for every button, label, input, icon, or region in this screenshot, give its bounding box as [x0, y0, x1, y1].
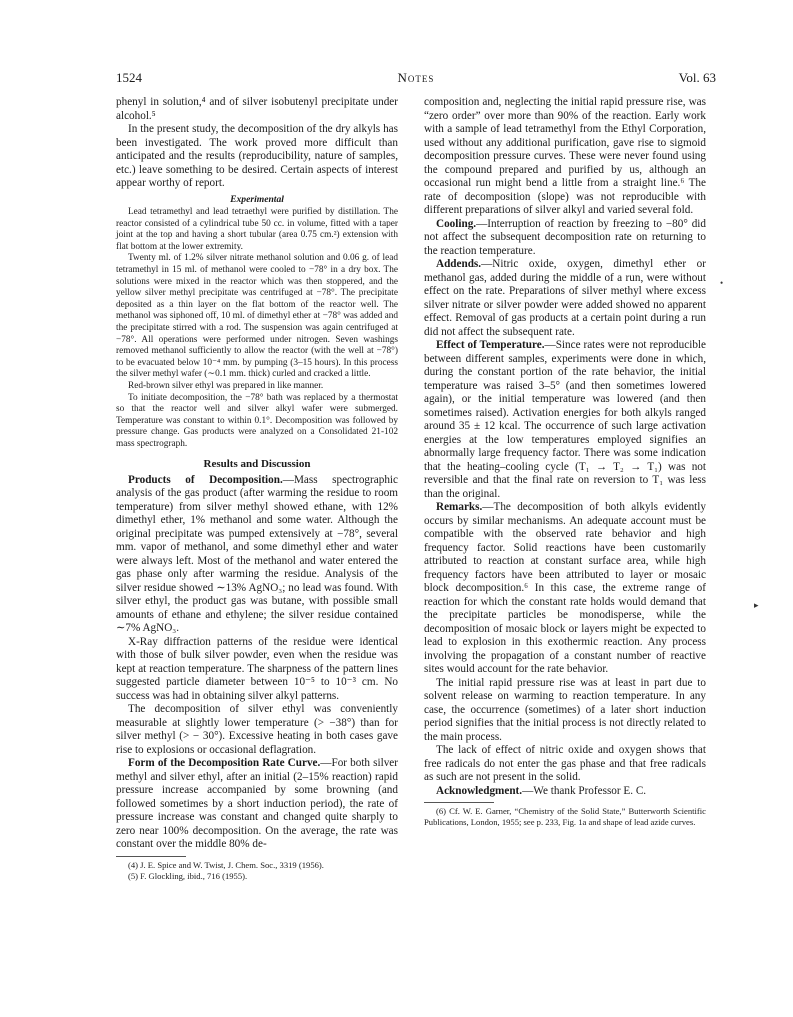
paragraph-form: Form of the Decomposition Rate Curve.—For both silver methyl and silver ethyl, after an initial (2–15% reaction) rapid pressure increase accompanied by some browning (and followed sometimes by a short induction period), the rate of pressure increase was constant and changed quite sharply to zero near 100% decomposition. On the average, the rate was constant over the middle 80% de- — [116, 757, 398, 851]
run-in-heading: Remarks. — [436, 501, 483, 513]
paragraph: In the present study, the decomposition of the dry alkyls has been investigated. The work proved more difficult than anticipated and the results (reproducibility, nature of samples, etc.) leave something to be desired. Certain aspects of interest appear worthy of report. — [116, 123, 398, 189]
footnote-rule — [424, 802, 494, 803]
right-column — [424, 96, 706, 827]
page-header — [116, 70, 716, 88]
results-heading: Results and Discussion — [203, 458, 311, 471]
footnote: (6) Cf. W. E. Garner, “Chemistry of the Solid State,” Butterworth Scientific Publications, London, 1955; see p. 233, Fig. 1a and shape of lead azide curves. — [424, 806, 706, 827]
running-title: Notes — [397, 70, 435, 85]
footnote: (5) F. Glockling, ibid., 716 (1955). — [128, 870, 248, 881]
paragraph-remarks: Remarks.—The decomposition of both alkyls evidently occurs by similar mechanisms. An adequate account must be compatible with the observed rate behavior and high frequency factor. Solid reactions have been customarily attributed to reaction at constant surface area, while high frequency factors have been attributed to layer or mosaic block decomposition.⁶ In this case, the extreme range of reaction for which the constant rate holds would demand that the precipitate particles be monodisperse, while the decomposition of mosaic block or layers might be expected to lead to explosion in this exothermic reaction. Any process involving the propagation of a constant number of reactive sites would account for the rate behavior. — [424, 501, 706, 675]
footnote: (4) J. E. Spice and W. Twist, J. Chem. Soc., 3319 (1956). — [128, 859, 324, 870]
paragraph-temperature: Effect of Temperature.—Since rates were not reproducible between different samples, experiments were done in which, during the constant portion of the rate behavior, the initial temperature was raised 3–5° (and then sometimes lowered again), or the initial temperature was lowered (and then sometimes raised). Activation energies for both alkyls ranged around 35 ± 12 kcal. The occurrence of such large activation energies at the low temperatures employed signifies an abnormally large frequency factor. There was some indication that the heating–cooling cycle (T₁ → T₂ → T₁) was not reversible and that the final rate on reversion to T₁ was less than the original. — [424, 339, 706, 500]
paragraph: composition and, neglecting the initial rapid pressure rise, was “zero order” over more than 90% of the reaction. Early work with a sample of lead tetramethyl from the Ethyl Corporation, used without any additional purification, gave rise to sigmoid decomposition pressure curves. These were never found using the compound prepared and purified by us, although an occasional run might bend a little from a straight line.⁶ The rate of decomposition (slope) was not reproducible with different preparations of silver alkyl and varied several fold. — [424, 96, 706, 216]
run-in-heading: Products of Decomposition. — [128, 473, 283, 486]
page-number: 1524 — [116, 70, 142, 85]
paragraph: The decomposition of silver ethyl was conveniently measurable at slightly lower temperature (> −38°) than for silver methyl (> − 30°). Excessive heating in both cases gave rise to explosions or occasional deflagration. — [116, 703, 398, 756]
run-in-heading: Cooling. — [436, 217, 477, 230]
paragraph: The initial rapid pressure rise was at least in part due to solvent release on warming to reaction temperature. In any case, the occurrence (sometimes) of a later short induction period signifies that the initial process is not directly related to the main process. — [424, 676, 706, 743]
run-in-heading: Effect of Temperature. — [436, 339, 545, 351]
paragraph-addends: Addends.—Nitric oxide, oxygen, dimethyl ether or methanol gas, added during the middle of a run, were without effect on the rate. Preparations of silver methyl where excess silver nitrate or silver powder were added showed no apparent effect. Removal of gas products at a certain point during a run did not affect the subsequent rate. — [424, 258, 706, 338]
experimental-paragraph: Lead tetramethyl and lead tetraethyl were purified by distillation. The reactor consisted of a cylindrical tube 50 cc. in volume, fitted with a taper joint at the top and having a short tubular (area 0.75 cm.²) extension with flat bottom at the lower extremity. — [116, 207, 398, 252]
run-in-heading: Form of the Decomposition Rate Curve. — [128, 757, 321, 770]
experimental-paragraph: Twenty ml. of 1.2% silver nitrate methanol solution and 0.06 g. of lead tetramethyl in 15 ml. of methanol were cooled to −78° in a dry box. The solutions were mixed in the reactor which was then stoppered, and the yellow silver methyl precipitate was centrifuged at −78°. The precipitate deposited as a thin layer on the flat bottom of the reactor well. The methanol was siphoned off, 10 ml. of dimethyl ether at −78° was added and the precipitate stirred with a rod. The suspension was again centrifuged at −78°. All operations were performed under nitrogen. Seven washings removed methanol sufficiently to allow the reactor (with the well at −78°) to be evacuated below 10⁻⁴ mm. by pumping (3–15 hours). In this process the silver methyl wafer (∼0.1 mm. thick) curled and cracked a little. — [116, 253, 398, 380]
volume-label: Vol. 63 — [678, 70, 716, 85]
experimental-paragraph: To initiate decomposition, the −78° bath was replaced by a thermostat so that the reactor well and silver alkyl wafer were submerged. Temperature was constant to within 0.1°. Decomposition was followed by pressure change. Gas products were analyzed on a Consolidated 21-102 mass spectrograph. — [116, 392, 398, 449]
run-in-heading: Addends. — [436, 258, 482, 270]
paragraph: X-Ray diffraction patterns of the residue were identical with those of bulk silver powder, even when the residue was kept at reaction temperature. The sharpness of the pattern lines suggested particle diameter between 10⁻⁵ to 10⁻³ cm. No success was had in obtaining silver alkyl patterns. — [116, 635, 398, 702]
footnote-rule — [116, 856, 186, 857]
experimental-heading: Experimental — [230, 193, 284, 205]
run-in-heading: Acknowledgment. — [436, 784, 523, 797]
experimental-paragraph: Red-brown silver ethyl was prepared in like manner. — [128, 380, 324, 391]
left-column — [116, 96, 398, 881]
margin-mark: • — [720, 278, 724, 288]
margin-mark: ▸ — [754, 600, 759, 610]
paragraph-cooling: Cooling.—Interruption of reaction by freezing to −80° did not affect the subsequent decomposition rate on returning to the reaction temperature. — [424, 217, 706, 257]
paragraph-products: Products of Decomposition.—Mass spectrographic analysis of the gas product (after warming the residue to room temperature) from silver methyl showed ethane, with 12% dimethyl ether, 1% methanol and some water. Although the original precipitate was pumped extensively at −78°, several mm. vapor of methanol, and some dimethyl ether and water were always left. Most of the methanol and water entered the gas phase only after warming the residue. Analysis of the silver residue showed ∼13% AgNO₃; no lead was found. With silver ethyl, the product gas was butane, with possible small amounts of ethane and ethylene; the silver residue contained ∼7% AgNO₃. — [116, 473, 398, 635]
paragraph-acknowledgment: Acknowledgment.—We thank Professor E. C. — [436, 784, 647, 797]
paragraph: phenyl in solution,⁴ and of silver isobutenyl precipitate under alcohol.⁵ — [116, 96, 398, 122]
paragraph: The lack of effect of nitric oxide and oxygen shows that free radicals do not enter the gas phase and that free radicals as such are not present in the solid. — [424, 744, 706, 783]
